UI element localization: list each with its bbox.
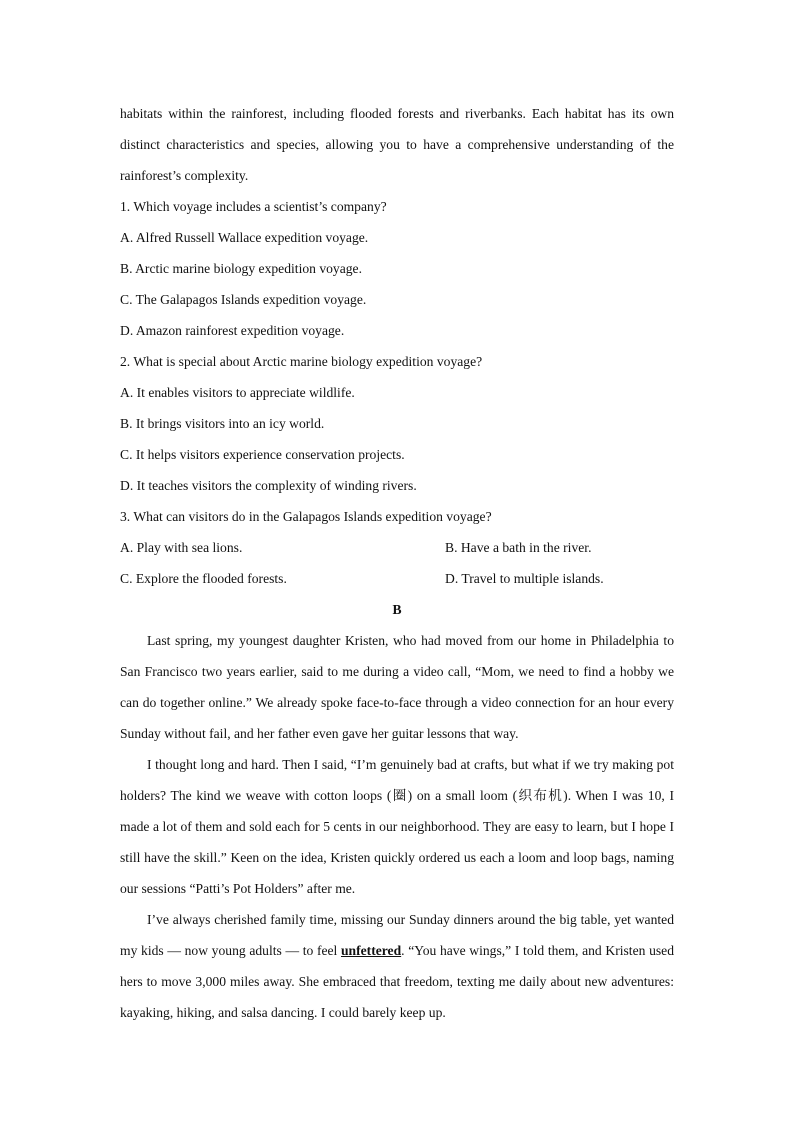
question-3-option-a: A. Play with sea lions. <box>120 540 243 555</box>
question-3-option-d: D. Travel to multiple islands. <box>445 571 604 586</box>
question-1-option-d: D. Amazon rainforest expedition voyage. <box>120 323 345 338</box>
question-2-option-c: C. It helps visitors experience conservation projects. <box>120 447 405 462</box>
paragraph-3-text-before: I’ve always cherished family time, missing our Sunday dinners around the big table, yet wanted my kids — now young adults — to feel <box>120 912 674 958</box>
question-1-option-c: C. The Galapagos Islands expedition voyage. <box>120 292 367 307</box>
question-1-option-a: A. Alfred Russell Wallace expedition voyage. <box>120 230 369 245</box>
section-b-paragraph-3 <box>120 904 674 1028</box>
section-b-heading: B <box>392 602 402 617</box>
keyword-unfettered: unfettered <box>341 943 402 958</box>
question-1-stem: 1. Which voyage includes a scientist’s company? <box>120 199 387 214</box>
section-b-paragraph-2: I thought long and hard. Then I said, “I’m genuinely bad at crafts, but what if we try making pot holders? The kind we weave with cotton loops (圈) on a small loom (织布机). When I was 10, I made a lot of them and sold each for 5 cents in our neighborhood. They are easy to learn, but I hope I still have the skill.” Keen on the idea, Kristen quickly ordered us each a loom and loop bags, naming our sessions “Patti’s Pot Holders” after me. <box>120 757 674 896</box>
question-2-option-d: D. It teaches visitors the complexity of winding rivers. <box>120 478 417 493</box>
question-1-option-b: B. Arctic marine biology expedition voyage. <box>120 261 362 276</box>
question-2-option-b: B. It brings visitors into an icy world. <box>120 416 325 431</box>
question-3-options-row-2 <box>120 563 674 594</box>
question-2-stem: 2. What is special about Arctic marine biology expedition voyage? <box>120 354 483 369</box>
page-content <box>120 98 674 1028</box>
passage-a-tail: habitats within the rainforest, including flooded forests and riverbanks. Each habitat has its own distinct characteristics and species, allowing you to have a comprehensive understanding of the rainforest’s complexity. <box>120 106 674 183</box>
question-3-option-b: B. Have a bath in the river. <box>445 540 592 555</box>
question-3-option-c: C. Explore the flooded forests. <box>120 571 287 586</box>
question-3-stem: 3. What can visitors do in the Galapagos Islands expedition voyage? <box>120 509 492 524</box>
question-3-options-row-1 <box>120 532 674 563</box>
paragraph-3-text-after: . “You have wings,” I told them, and Kristen used hers to move 3,000 miles away. She embraced that freedom, texting me daily about new adventures: kayaking, hiking, and salsa dancing. I could barely keep up. <box>120 943 674 1020</box>
question-2-option-a: A. It enables visitors to appreciate wildlife. <box>120 385 355 400</box>
section-b-paragraph-1: Last spring, my youngest daughter Kristen, who had moved from our home in Philadelphia to San Francisco two years earlier, said to me during a video call, “Mom, we need to find a hobby we can do together online.” We already spoke face-to-face through a video connection for an hour every Sunday without fail, and her father even gave her guitar lessons that way. <box>120 633 674 741</box>
